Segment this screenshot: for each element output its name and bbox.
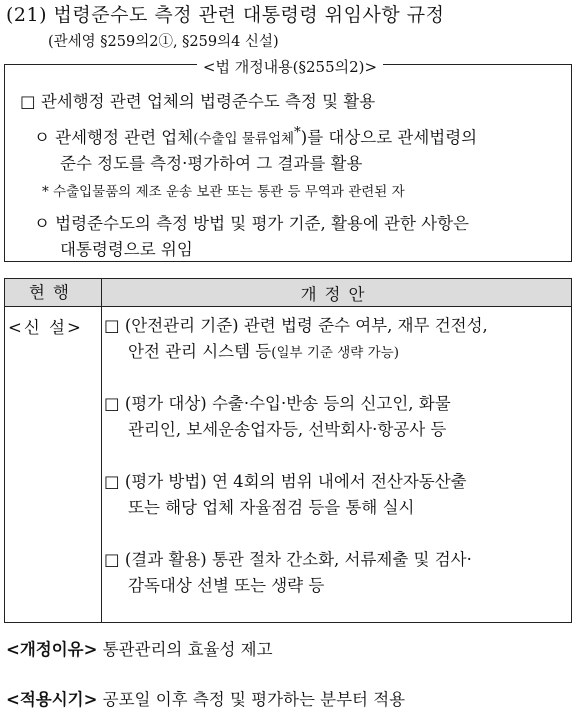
revision-item: □ (결과 활용) 통관 절차 간소화, 서류제출 및 검사· 감독대상 선별 또는 생략 등: [104, 550, 472, 595]
box-bullet-2-line2: 대통령령으로 위임: [60, 240, 193, 259]
reason-row: [6, 636, 273, 660]
box-bullet-2: ㅇ 법령준수도의 측정 방법 및 평가 기준, 활용에 관한 사항은: [34, 214, 469, 233]
box-main-item: □ 관세행정 관련 업체의 법령준수도 측정 및 활용: [20, 92, 376, 111]
reason-label: <개정이유>: [6, 640, 98, 659]
box-bullet-1: ㅇ 관세행정 관련 업체(수출입 물류업체*)를 대상으로 관세법령의: [34, 124, 478, 147]
header-current: 현행: [5, 279, 102, 307]
effective-label: <적용시기>: [6, 690, 98, 709]
revision-item: □ (안전관리 기준) 관련 법령 준수 여부, 재무 건전성, 안전 관리 시스템 등(일부 기준 생략 가능): [104, 316, 488, 361]
effective-row: [6, 686, 405, 710]
section-subtitle: (관세영 §259의2①, §259의4 신설): [48, 34, 279, 50]
box-bullet-1-line2: 준수 정도를 측정·평가하여 그 결과를 활용: [60, 154, 363, 173]
revision-item: □ (평가 방법) 연 4회의 범위 내에서 전산자동산출 또는 해당 업체 자율점검 등을 통해 실시: [104, 472, 467, 517]
box-footnote: * 수출입물품의 제조 운송 보관 또는 통관 등 무역과 관련된 자: [42, 184, 405, 200]
comparison-table: [4, 278, 572, 623]
effective-text: 공포일 이후 측정 및 평가하는 분부터 적용: [102, 690, 406, 709]
current-cell: <신 설>: [5, 307, 102, 623]
box-heading: <법 개정내용(§255의2)>: [0, 56, 580, 77]
header-revision: 개정안: [102, 279, 572, 307]
revision-cell: [102, 307, 572, 623]
reason-text: 통관관리의 효율성 제고: [102, 640, 273, 659]
revision-item: □ (평가 대상) 수출·수입·반송 등의 신고인, 화물 관리인, 보세운송업자등, 선박회사·항공사 등: [104, 394, 451, 439]
section-title: (21) 법령준수도 측정 관련 대통령령 위임사항 규정: [6, 4, 445, 26]
